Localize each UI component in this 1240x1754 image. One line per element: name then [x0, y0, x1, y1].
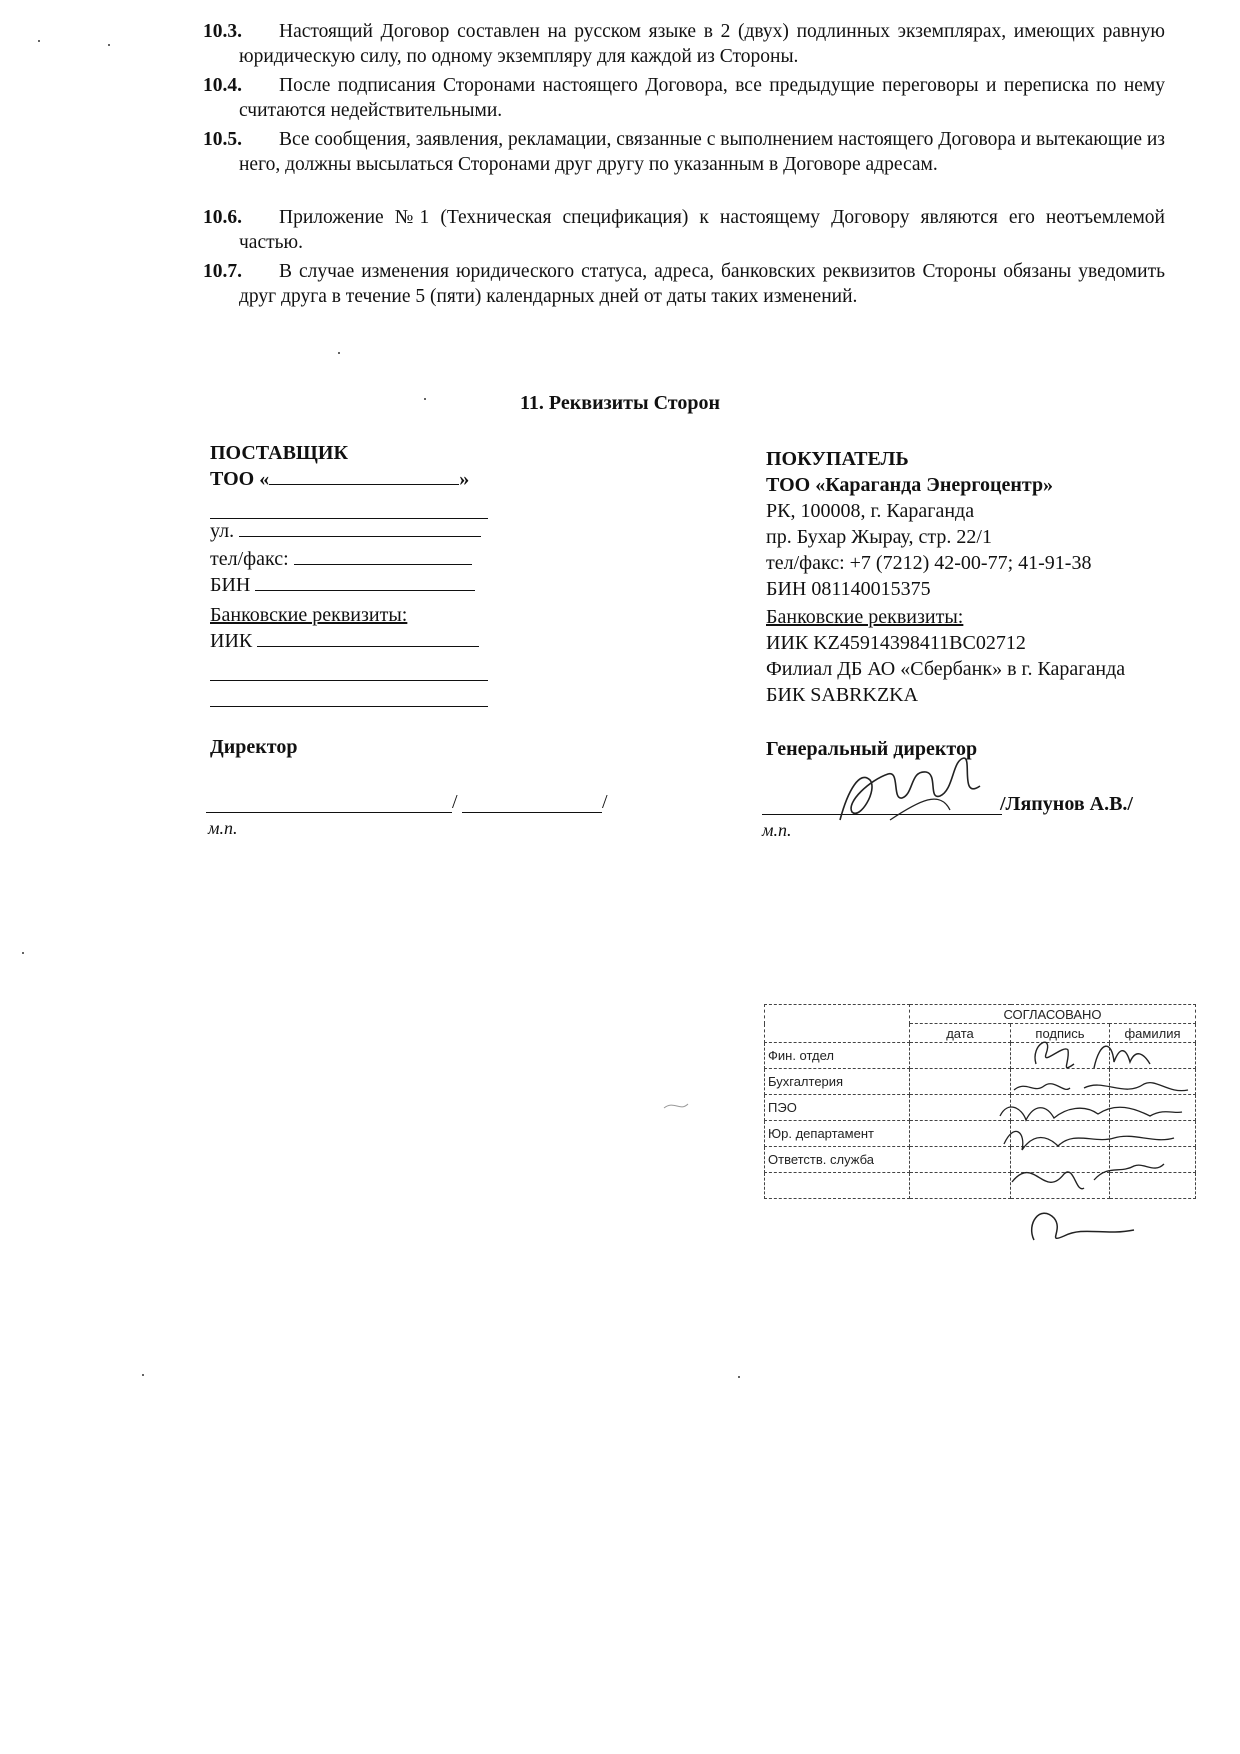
buyer-bik: БИК SABRKZKA	[766, 684, 919, 706]
supplier-signature-line	[206, 812, 452, 813]
clause-text: Приложение №1 (Техническая спецификация) к настоящему Договору являются его неотъемлемой частью.	[239, 207, 1165, 253]
scan-speck	[142, 1374, 144, 1376]
clause-10-3	[203, 20, 1165, 69]
buyer-phone: тел/факс: +7 (7212) 42-00-77; 41-91-38	[766, 552, 1092, 574]
clause-text: В случае изменения юридического статуса, адреса, банковских реквизитов Стороны обязаны уведомить друг друга в течение 5 (пяти) календарных дней от даты таких изменений.	[239, 261, 1165, 307]
clause-number: 10.4.	[203, 75, 242, 96]
scan-speck	[108, 44, 110, 46]
clause-number: 10.3.	[203, 21, 242, 42]
approval-column-header: подпись	[1011, 1024, 1110, 1043]
scan-speck	[738, 1376, 740, 1378]
supplier-heading: ПОСТАВЩИК	[210, 442, 348, 464]
approval-row-label: Фин. отдел	[765, 1043, 910, 1069]
scan-speck	[38, 40, 40, 42]
supplier-bank-label: Банковские реквизиты:	[210, 604, 408, 626]
buyer-signatory: /Ляпунов А.В./	[1000, 793, 1133, 815]
supplier-blank-line	[210, 706, 488, 707]
scan-speck	[338, 352, 340, 354]
clause-text: Все сообщения, заявления, рекламации, связанные с выполнением настоящего Договора и вытекающие из него, должны высылаться Сторонами друг другу по указанным в Договоре адресам.	[239, 129, 1165, 175]
supplier-org: ТОО « »	[210, 468, 470, 490]
clause-number: 10.6.	[203, 207, 242, 228]
buyer-address-2: пр. Бухар Жырау, стр. 22/1	[766, 526, 992, 548]
buyer-stamp-place: м.п.	[762, 820, 792, 840]
supplier-blank-line	[210, 680, 488, 681]
supplier-street: ул.	[210, 518, 481, 544]
approval-title: СОГЛАСОВАНО	[910, 1005, 1196, 1024]
buyer-address-1: РК, 100008, г. Караганда	[766, 500, 975, 522]
buyer-bin: БИН 081140015375	[766, 578, 931, 600]
approval-signatures	[764, 1004, 1196, 1264]
approval-stamp	[764, 1004, 1196, 1224]
approval-row-label: Юр. департамент	[765, 1121, 910, 1147]
supplier-slash: /	[452, 791, 458, 813]
supplier-stamp-place: м.п.	[208, 818, 238, 838]
approval-column-header: фамилия	[1110, 1024, 1196, 1043]
director-signature-mark	[830, 750, 1010, 830]
approval-row-label: Бухгалтерия	[765, 1069, 910, 1095]
clause-number: 10.7.	[203, 261, 242, 282]
buyer-bank-label: Банковские реквизиты:	[766, 606, 964, 628]
supplier-phone: тел/факс:	[210, 546, 472, 572]
buyer-iik: ИИК KZ45914398411BC02712	[766, 632, 1026, 654]
supplier-director-label: Директор	[210, 736, 298, 758]
clause-10-5	[203, 128, 1165, 177]
clause-10-6	[203, 206, 1165, 255]
clause-text: Настоящий Договор составлен на русском языке в 2 (двух) подлинных экземплярах, имеющих равную юридическую силу, по одному экземпляру для каждой из Стороны.	[239, 21, 1165, 67]
buyer-org: ТОО «Караганда Энергоцентр»	[766, 474, 1054, 496]
supplier-name-line	[462, 812, 602, 813]
approval-row-label: ПЭО	[765, 1095, 910, 1121]
buyer-director-label: Генеральный директор	[766, 738, 978, 760]
supplier-bin: БИН	[210, 572, 475, 598]
approval-row-label: Ответств. служба	[765, 1147, 910, 1173]
clause-10-7	[203, 260, 1165, 309]
supplier-slash: /	[602, 791, 608, 813]
scan-speck	[22, 952, 24, 954]
buyer-bank: Филиал ДБ АО «Сбербанк» в г. Караганда	[766, 658, 1126, 680]
supplier-iik: ИИК	[210, 628, 479, 654]
clause-number: 10.5.	[203, 129, 242, 150]
section-title: 11. Реквизиты Сторон	[520, 392, 720, 414]
approval-column-header: дата	[910, 1024, 1011, 1043]
clause-10-4	[203, 74, 1165, 123]
clause-text: После подписания Сторонами настоящего Договора, все предыдущие переговоры и переписка по нему считаются недействительными.	[239, 75, 1165, 121]
buyer-heading: ПОКУПАТЕЛЬ	[766, 448, 909, 470]
